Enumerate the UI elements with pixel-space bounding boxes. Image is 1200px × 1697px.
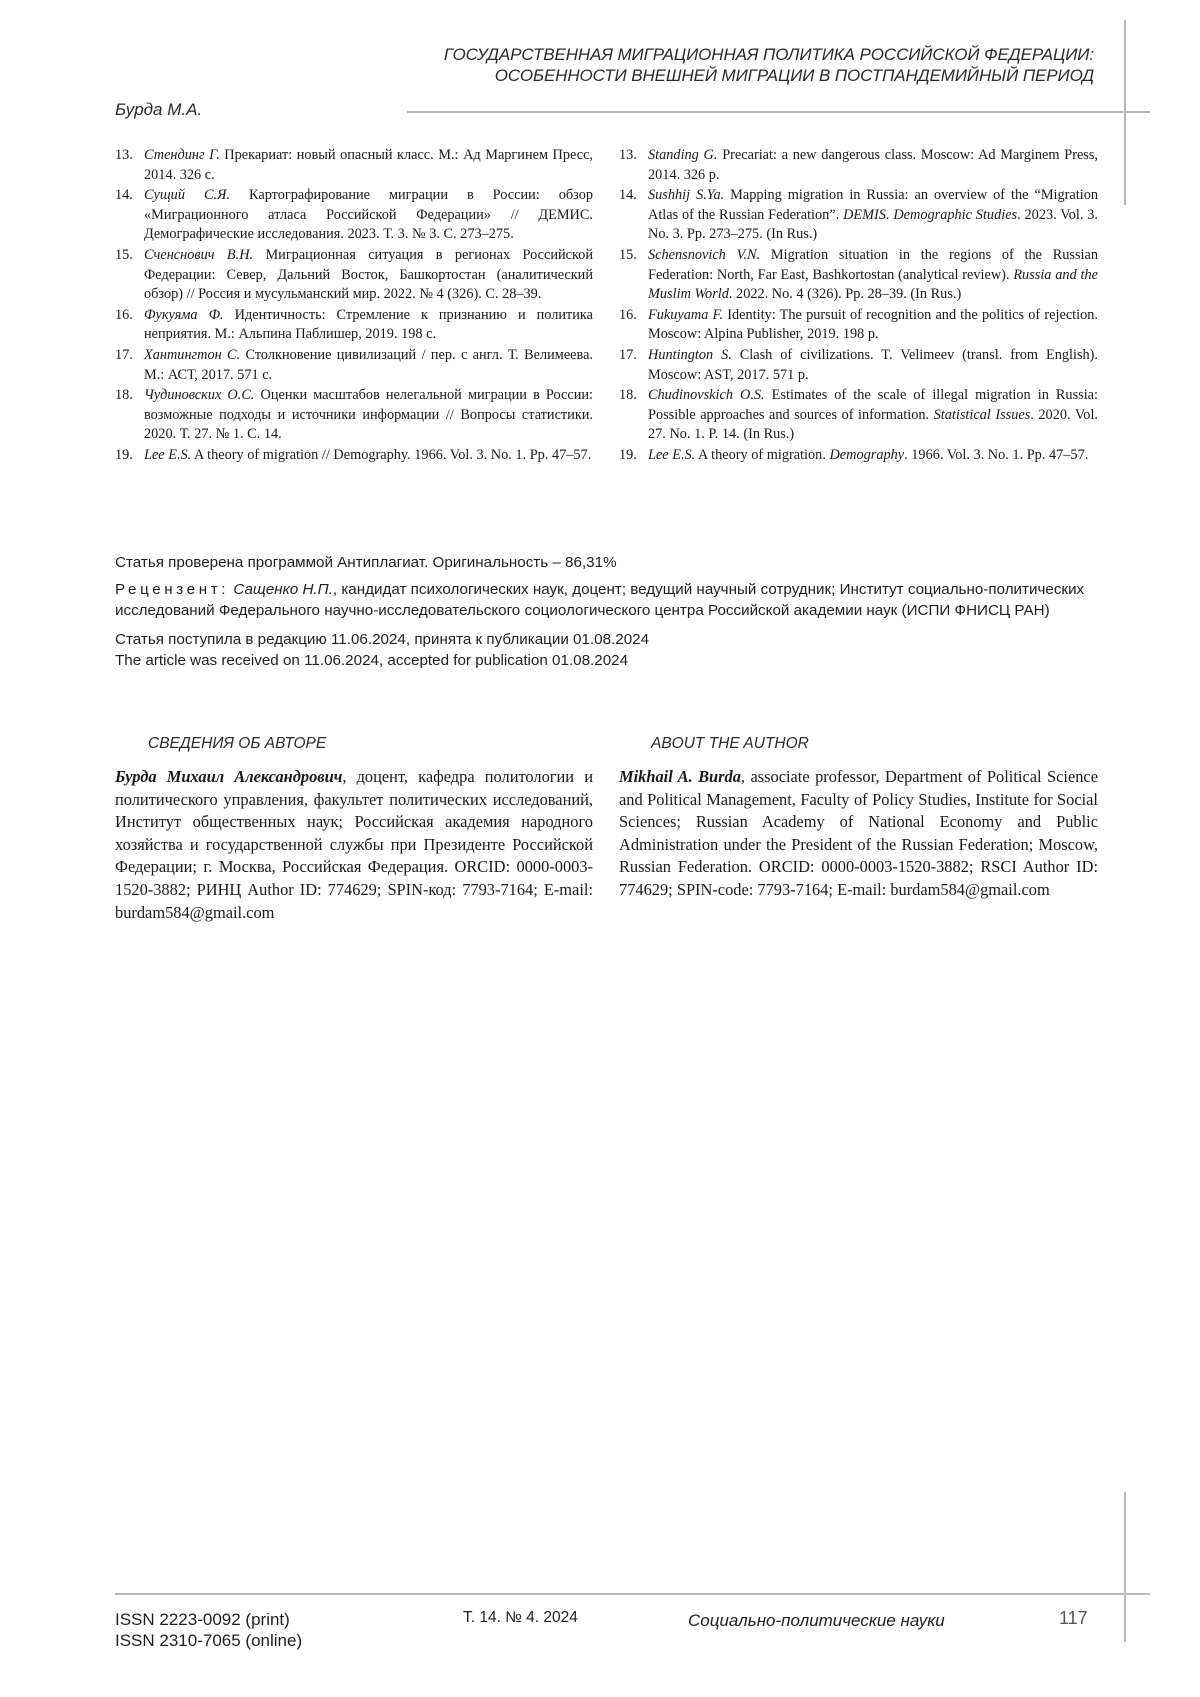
frame-line-bottom-right <box>1124 1492 1126 1642</box>
reference-author: Chudinovskich O.S. <box>648 387 765 403</box>
received-ru: Статья поступила в редакцию 11.06.2024, принята к публикации 01.08.2024 <box>115 629 1100 650</box>
reference-text: Прекариат: новый опасный класс. М.: Ад Маргинем Пресс, 2014. 326 с. <box>144 147 593 183</box>
about-heading-ru: СВЕДЕНИЯ ОБ АВТОРЕ <box>148 735 326 753</box>
reference-author: Huntington S. <box>648 347 732 363</box>
reference-text: Mapping migration in Russia: an overview of the “Migration Atlas of the Russian Federation”. <box>648 187 1098 223</box>
reference-author: Сущий С.Я. <box>144 187 230 203</box>
footer-journal: Социально-политические науки <box>688 1611 945 1631</box>
reference-item <box>619 186 1098 245</box>
reference-author: Lee E.S. <box>648 447 695 463</box>
about-heading-en: ABOUT THE AUTHOR <box>651 735 809 753</box>
reference-number: 17. <box>115 346 133 366</box>
reference-text: Идентичность: Стремление к признанию и политика неприятия. М.: Альпина Паблишер, 2019. 198 с. <box>144 307 593 343</box>
reference-item <box>619 346 1098 385</box>
reference-item <box>619 246 1098 305</box>
reference-author: Хантингтон С. <box>144 347 240 363</box>
about-author-en <box>619 766 1098 902</box>
reference-text-end: . 1966. Vol. 3. No. 1. Pp. 47–57. <box>904 447 1088 463</box>
reviewer-label: Рецензент: <box>115 581 229 598</box>
dates-block <box>115 629 1100 671</box>
reference-item <box>115 306 593 345</box>
references-en <box>619 146 1098 467</box>
reference-text: Migration situation in the regions of the Russian Federation: North, Far East, Bashkortostan (analytical review). <box>648 247 1098 283</box>
reference-text: A theory of migration. <box>695 447 829 463</box>
reference-item <box>619 306 1098 345</box>
page-number: 117 <box>1059 1608 1088 1629</box>
reference-number: 15. <box>115 246 133 266</box>
reference-text: Estimates of the scale of illegal migration in Russia: Possible approaches and sources of information. <box>648 387 1098 423</box>
issn-print: ISSN 2223-0092 (print) <box>115 1609 302 1630</box>
reviewer-note <box>115 579 1100 621</box>
running-title <box>334 44 1094 86</box>
reference-text-end: . 2020. Vol. 27. No. 1. P. 14. (In Rus.) <box>648 407 1098 443</box>
reviewer-name: Сащенко Н.П. <box>233 581 333 598</box>
reference-author: Schensnovich V.N. <box>648 247 760 263</box>
reference-author: Fukuyama F. <box>648 307 723 323</box>
footer-volume: Т. 14. № 4. 2024 <box>463 1609 578 1627</box>
reference-number: 18. <box>619 386 637 406</box>
reference-number: 17. <box>619 346 637 366</box>
reference-author: Сченснович В.Н. <box>144 247 253 263</box>
reference-text: Столкновение цивилизаций / пер. с англ. Т. Велимеева. М.: АСТ, 2017. 571 с. <box>144 347 593 383</box>
reference-journal: Russia and the Muslim World <box>648 267 1098 303</box>
reference-text: Картографирование миграции в России: обзор «Миграционного атласа Российской Федерации» // ДЕМИС. Демографические исследования. 2023. Т. 3. № 3. С. 273–275. <box>144 187 593 242</box>
references-ru <box>115 146 593 467</box>
article-notes <box>115 552 1100 671</box>
reference-number: 18. <box>115 386 133 406</box>
reference-item <box>115 246 593 305</box>
reference-number: 13. <box>115 146 133 166</box>
reference-text-end: . 2023. Vol. 3. No. 3. Pp. 273–275. (In Rus.) <box>648 207 1098 243</box>
reference-text: Precariat: a new dangerous class. Moscow: Ad Marginem Press, 2014. 326 p. <box>648 147 1098 183</box>
reference-author: Фукуяма Ф. <box>144 307 224 323</box>
reference-author: Чудиновских О.С. <box>144 387 254 403</box>
running-title-line-2: ОСОБЕННОСТИ ВНЕШНЕЙ МИГРАЦИИ В ПОСТПАНДЕМИЙНЫЙ ПЕРИОД <box>334 65 1094 86</box>
reference-text-end: . 2022. No. 4 (326). Pp. 28–39. (In Rus.) <box>729 286 961 302</box>
reference-journal: DEMIS. Demographic Studies <box>843 207 1017 223</box>
reviewer-text: , кандидат психологических наук, доцент; ведущий научный сотрудник; Институт социально-политических исследований Федерального научно-исследовательского социологического центра Российской академии наук (ИСПИ ФНИСЦ РАН) <box>115 581 1084 619</box>
author-name-en: Mikhail A. Burda <box>619 767 741 786</box>
reference-text: A theory of migration // Demography. 1966. Vol. 3. No. 1. Pp. 47–57. <box>191 447 591 463</box>
about-author-ru <box>115 766 593 924</box>
reference-item <box>619 146 1098 185</box>
reference-text: Identity: The pursuit of recognition and the politics of rejection. Moscow: Alpina Publisher, 2019. 198 p. <box>648 307 1098 343</box>
reference-item <box>619 386 1098 445</box>
reference-item <box>115 146 593 185</box>
footer-issn <box>115 1609 302 1651</box>
author-header: Бурда М.А. <box>115 100 202 120</box>
reference-number: 13. <box>619 146 637 166</box>
reference-journal: Statistical Issues <box>934 407 1031 423</box>
antiplagiat-note: Статья проверена программой Антиплагиат. Оригинальность – 86,31% <box>115 552 1100 573</box>
reference-number: 19. <box>619 446 637 466</box>
header-rule <box>407 111 1150 113</box>
reference-number: 14. <box>619 186 637 206</box>
received-en: The article was received on 11.06.2024, accepted for publication 01.08.2024 <box>115 650 1100 671</box>
reference-item <box>115 446 593 466</box>
reference-author: Sushhij S.Ya. <box>648 187 724 203</box>
reference-item <box>115 186 593 245</box>
reference-text: Оценки масштабов нелегальной миграции в России: возможные подходы и источники информации // Вопросы статистики. 2020. Т. 27. № 1. С. 14. <box>144 387 593 442</box>
reference-number: 19. <box>115 446 133 466</box>
reference-author: Standing G. <box>648 147 717 163</box>
reference-text: Clash of civilizations. T. Velimeev (transl. from English). Moscow: AST, 2017. 571 p. <box>648 347 1098 383</box>
reference-number: 16. <box>619 306 637 326</box>
reference-author: Lee E.S. <box>144 447 191 463</box>
author-info-ru: , доцент, кафедра политологии и политического управления, факультет политических исследований, Институт общественных наук; Российская академия народного хозяйства и государственной службы при Президенте Российской Федерации; г. Москва, Российская Федерация. ORCID: 0000-0003-1520-3882; РИНЦ Author ID: 774629; SPIN-код: 7793-7164; E-mail: burdam584@gmail.com <box>115 767 593 922</box>
reference-number: 16. <box>115 306 133 326</box>
reference-number: 15. <box>619 246 637 266</box>
reference-item <box>115 346 593 385</box>
reference-journal: Demography <box>829 447 904 463</box>
running-title-line-1: ГОСУДАРСТВЕННАЯ МИГРАЦИОННАЯ ПОЛИТИКА РОССИЙСКОЙ ФЕДЕРАЦИИ: <box>334 44 1094 65</box>
footer-rule <box>115 1593 1150 1595</box>
reference-item <box>619 446 1098 466</box>
reference-author: Стендинг Г. <box>144 147 220 163</box>
issn-online: ISSN 2310-7065 (online) <box>115 1630 302 1651</box>
author-name-ru: Бурда Михаил Александрович <box>115 767 342 786</box>
reference-text: Миграционная ситуация в регионах Российской Федерации: Север, Дальний Восток, Башкортостан (аналитический обзор) // Россия и мусульманский мир. 2022. № 4 (326). С. 28–39. <box>144 247 593 302</box>
author-info-en: , associate professor, Department of Political Science and Political Management, Faculty of Policy Studies, Institute for Social Sciences; Russian Academy of National Economy and Public Administration under the President of the Russian Federation; Moscow, Russian Federation. ORCID: 0000-0003-1520-3882; RSCI Author ID: 774629; SPIN-code: 7793-7164; E-mail: burdam584@gmail.com <box>619 767 1098 899</box>
reference-item <box>115 386 593 445</box>
reference-number: 14. <box>115 186 133 206</box>
